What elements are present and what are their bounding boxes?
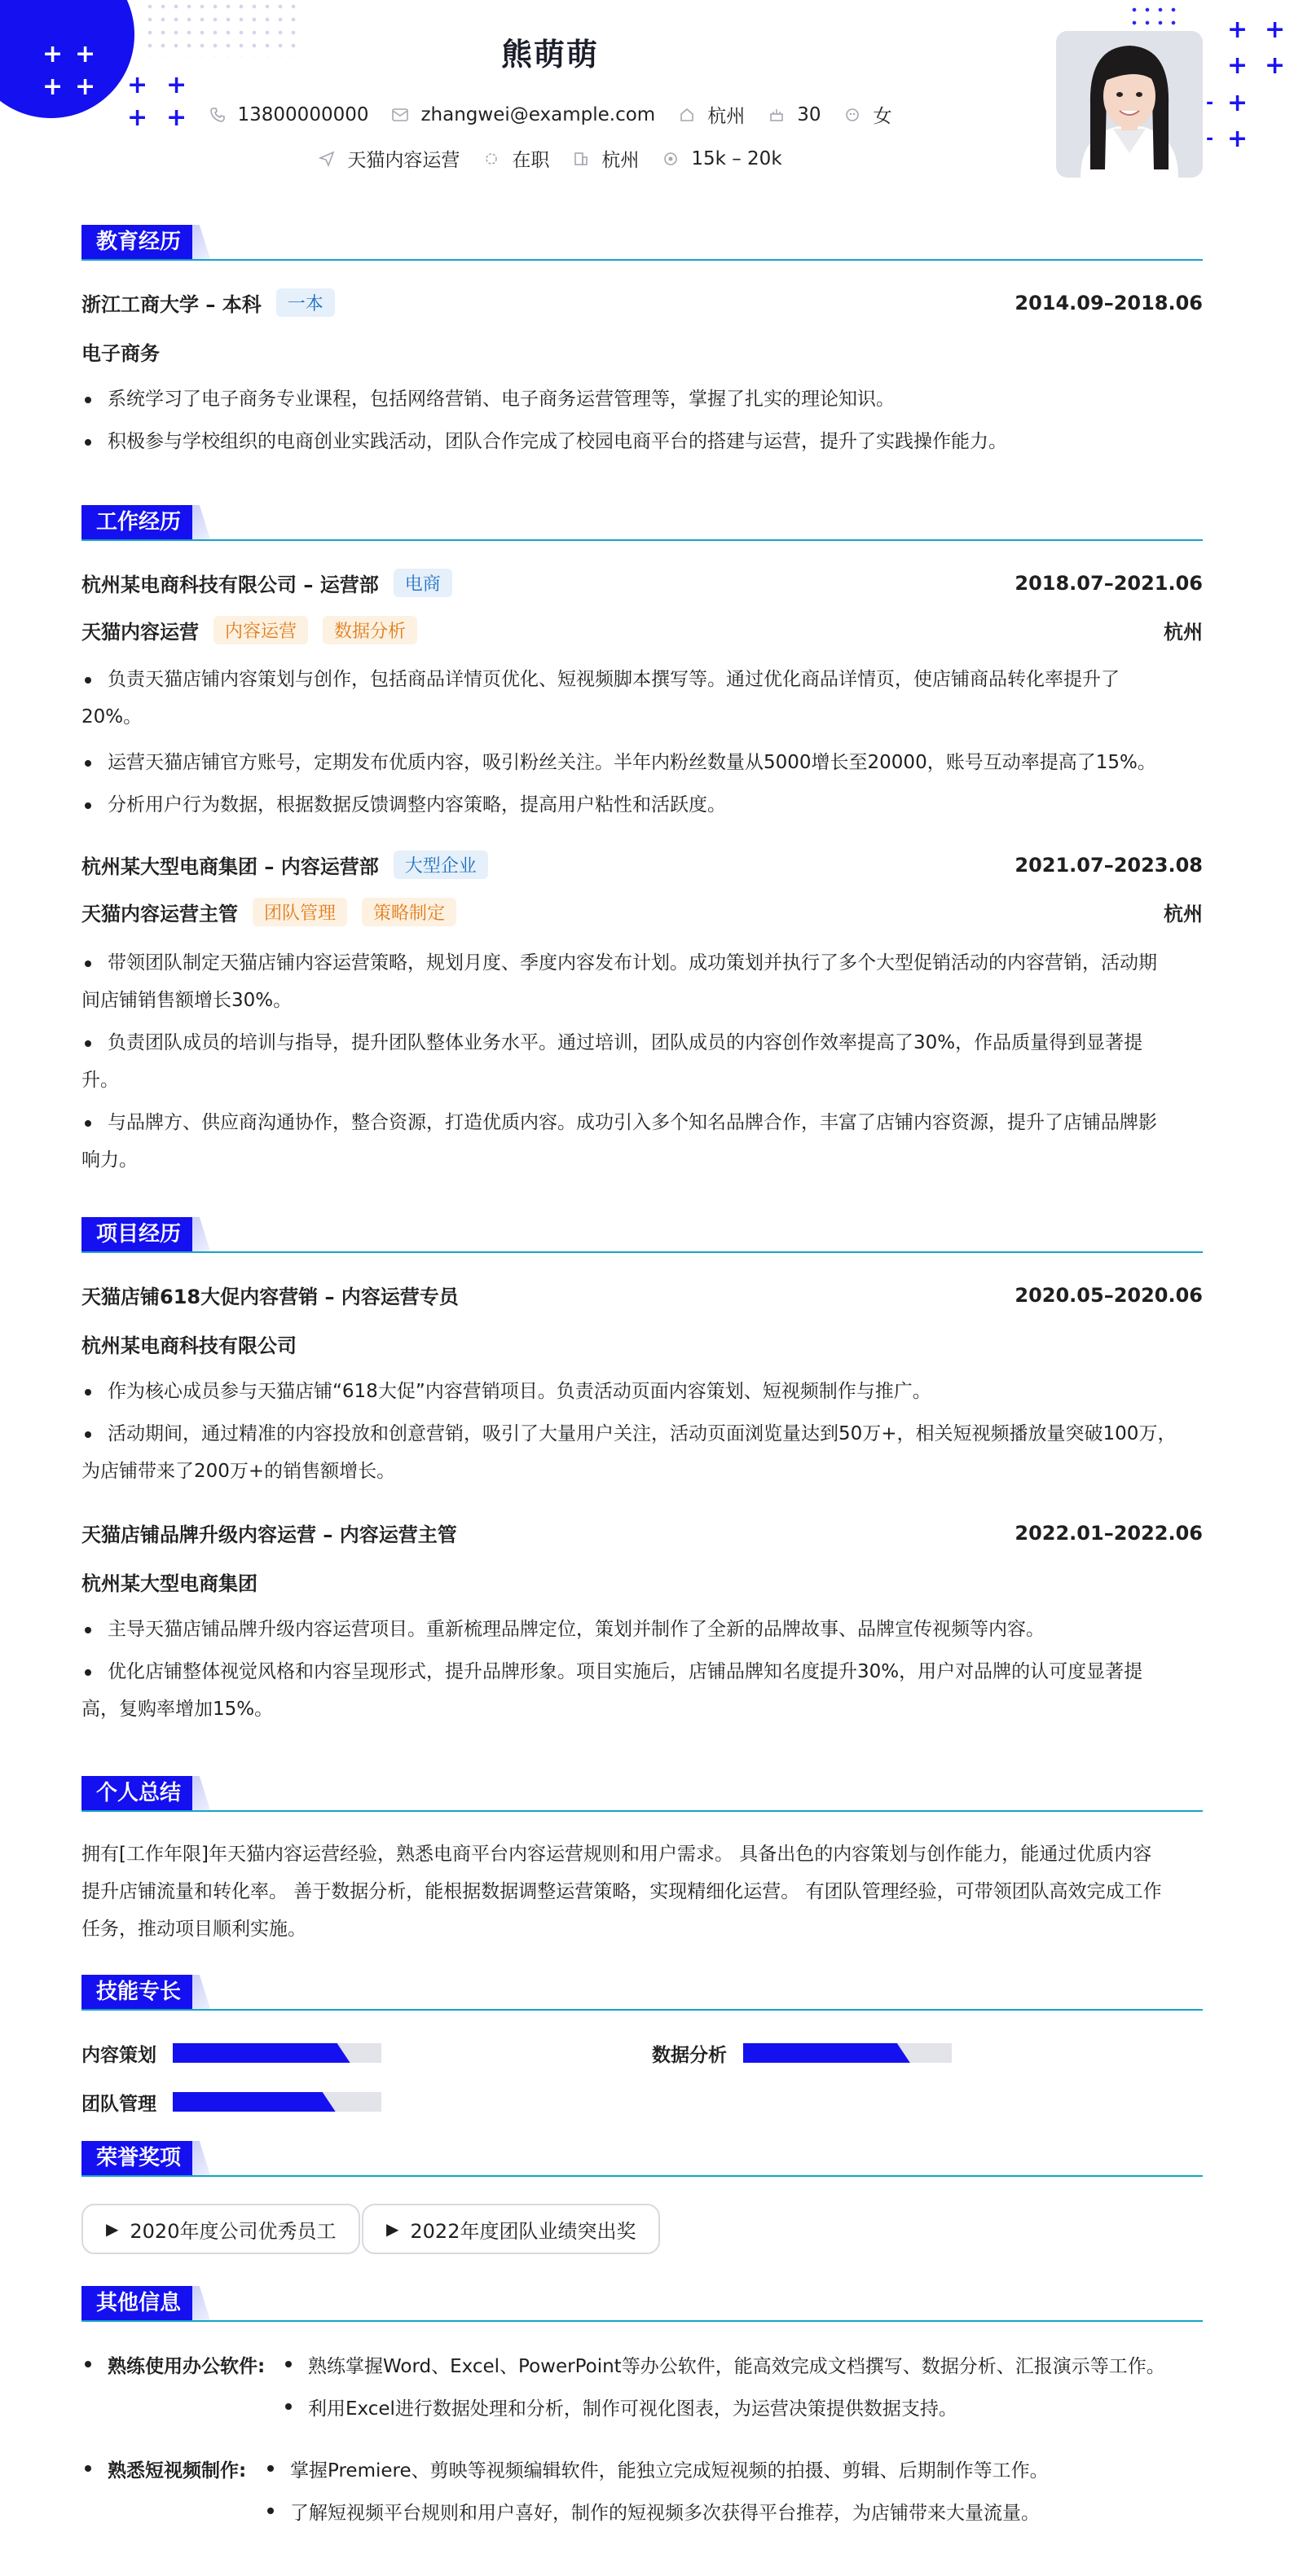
work-skill-tag: 内容运营: [213, 616, 308, 644]
status-text: 在职: [512, 150, 550, 171]
award-chip: [81, 2204, 360, 2254]
list-item: 分析用户行为数据，根据数据反馈调整内容策略，提高用户粘性和活跃度。: [81, 787, 1203, 824]
section-title-tail: [192, 2286, 210, 2320]
plus-icon: +: [42, 40, 64, 68]
work-date: 2018.07–2021.06: [1015, 571, 1203, 595]
list-item-continued: 间店铺销售额增长30%。: [81, 990, 293, 1011]
cake-icon: [768, 106, 786, 124]
target-city-text: 杭州: [601, 150, 640, 171]
phone-icon: [209, 106, 227, 124]
plus-icon: +: [1227, 51, 1248, 80]
dash-icon: -: [1206, 129, 1214, 149]
plus-icon: +: [166, 103, 187, 132]
skill-label: 团队管理: [81, 2094, 156, 2115]
work-skill-tag: 策略制定: [362, 898, 456, 926]
section-title-tail: [192, 2141, 210, 2175]
list-item: 活动期间，通过精准的内容投放和创意营销，吸引了大量用户关注，活动页面浏览量达到50万+，相关短视频播放量突破100万，: [81, 1416, 1203, 1453]
skill-bar: [173, 2043, 381, 2063]
summary-line: 任务，推动项目顺利实施。: [81, 1919, 306, 1940]
other-item: 了解短视频平台规则和用户喜好，制作的短视频多次获得平台推荐，为店铺带来大量流量。: [266, 2498, 1040, 2525]
list-item-continued: 为店铺带来了200万+的销售额增长。: [81, 1461, 396, 1482]
work-title: 天猫内容运营: [81, 621, 199, 644]
section-summary-header: [81, 1776, 1203, 1812]
list-item: 带领团队制定天猫店铺内容运营策略，规划月度、季度内容发布计划。成功策划并执行了多个大型促销活动的内容营销，活动期: [81, 945, 1203, 982]
resume-name: 熊萌萌: [500, 37, 599, 73]
section-title: 荣誉奖项: [81, 2141, 196, 2175]
section-work-header: [81, 505, 1203, 541]
section-other-header: [81, 2286, 1203, 2322]
section-divider: [81, 2009, 1203, 2011]
education-tag: 一本: [276, 288, 335, 317]
award-text: 2020年度公司优秀员工: [130, 2219, 337, 2243]
project-name: 天猫店铺618大促内容营销 – 内容运营专员: [81, 1286, 459, 1308]
skill-bar: [743, 2043, 952, 2063]
send-icon: [318, 150, 336, 168]
list-item-continued: 高，复购率增加15%。: [81, 1699, 274, 1720]
plus-icon: +: [166, 71, 187, 99]
work-company-tag: 大型企业: [394, 851, 488, 879]
list-item: 主导天猫店铺品牌升级内容运营项目。重新梳理品牌定位，策划并制作了全新的品牌故事、品牌宣传视频等内容。: [81, 1611, 1203, 1648]
work-skill-tag: 数据分析: [323, 616, 417, 644]
section-awards-header: [81, 2141, 1203, 2177]
plus-icon: +: [42, 73, 64, 101]
section-title-tail: [192, 505, 210, 539]
home-icon: [678, 106, 696, 124]
list-item: 负责团队成员的培训与指导，提升团队整体业务水平。通过培训，团队成员的内容创作效率提高了30%，作品质量得到显著提: [81, 1025, 1203, 1062]
work-title: 天猫内容运营主管: [81, 903, 238, 925]
section-title: 项目经历: [81, 1217, 196, 1251]
other-item: 利用Excel进行数据处理和分析，制作可视化图表，为运营决策提供数据支持。: [284, 2394, 957, 2420]
status-icon: [482, 150, 500, 168]
avatar-photo: [1056, 31, 1203, 178]
target-city-item: [572, 145, 639, 172]
section-title: 教育经历: [81, 225, 196, 259]
dash-icon: -: [1206, 93, 1214, 113]
email-text: zhangwei@example.com: [420, 103, 656, 125]
section-title-tail: [192, 1217, 210, 1251]
job-intent-row: [0, 145, 1100, 172]
list-item: 与品牌方、供应商沟通协作，整合资源，打造优质内容。成功引入多个知名品牌合作，丰富了店铺内容资源，提升了店铺品牌影: [81, 1105, 1203, 1141]
award-chip: [362, 2204, 660, 2254]
gender-text: 女: [873, 106, 892, 127]
other-item: 熟练掌握Word、Excel、PowerPoint等办公软件，能高效完成文档撰写、数据分析、汇报演示等工作。: [284, 2351, 1165, 2378]
list-item: 负责天猫店铺内容策划与创作，包括商品详情页优化、短视频脚本撰写等。通过优化商品详情页，使店铺商品转化率提升了: [81, 662, 1203, 698]
list-item: 作为核心成员参与天猫店铺“618大促”内容营销项目。负责活动页面内容策划、短视频制作与推广。: [81, 1374, 1203, 1410]
project-row: [81, 1281, 1203, 1309]
skill-bar-fill: [173, 2043, 350, 2063]
work-skill-tag: 团队管理: [253, 898, 347, 926]
section-title-tail: [192, 1776, 210, 1810]
section-skills-header: [81, 1975, 1203, 2011]
section-title-tail: [192, 1975, 210, 2009]
list-item: 系统学习了电子商务专业课程，包括网络营销、电子商务运营管理等，掌握了扎实的理论知识。: [81, 381, 1203, 418]
education-major-row: [81, 337, 1203, 366]
section-divider: [81, 2175, 1203, 2177]
age-item: [768, 104, 821, 125]
work-company: 杭州某电商科技有限公司 – 运营部: [81, 574, 379, 596]
education-row: [81, 288, 1203, 317]
work-company-row: [81, 569, 1203, 597]
summary-line: 拥有[工作年限]年天猫内容运营经验，熟悉电商平台内容运营规则和用户需求。 具备出色的内容策划与创作能力，能通过优质内容: [81, 1844, 1152, 1865]
project-row: [81, 1519, 1203, 1547]
gender-item: [843, 101, 891, 128]
skill-bar-fill: [743, 2043, 910, 2063]
section-divider: [81, 1251, 1203, 1253]
mail-icon: [391, 106, 409, 124]
project-name: 天猫店铺品牌升级内容运营 – 内容运营主管: [81, 1523, 457, 1546]
other-label: 熟练使用办公软件:: [81, 2351, 265, 2378]
gender-icon: [843, 106, 861, 124]
plus-icon: +: [1265, 15, 1286, 44]
list-item-continued: 20%。: [81, 706, 143, 728]
plus-icon: +: [1227, 15, 1248, 44]
skill-bar-fill: [173, 2092, 336, 2112]
work-date: 2021.07–2023.08: [1015, 853, 1203, 877]
project-company: 杭州某大型电商集团: [81, 1572, 257, 1595]
award-text: 2022年度团队业绩突出奖: [410, 2219, 636, 2243]
section-title: 工作经历: [81, 505, 196, 539]
target-job-text: 天猫内容运营: [347, 150, 460, 171]
section-divider: [81, 539, 1203, 541]
city-text: 杭州: [707, 106, 746, 127]
phone-text: 13800000000: [237, 103, 369, 125]
education-major: 电子商务: [81, 342, 160, 365]
money-icon: [662, 150, 680, 168]
list-item: 优化店铺整体视觉风格和内容呈现形式，提升品牌形象。项目实施后，店铺品牌知名度提升30%，用户对品牌的认可度显著提: [81, 1654, 1203, 1690]
salary-text: 15k – 20k: [691, 147, 782, 169]
salary-item: [662, 148, 781, 169]
section-divider: [81, 259, 1203, 261]
plus-icon: +: [1227, 125, 1248, 153]
work-company: 杭州某大型电商集团 – 内容运营部: [81, 855, 379, 878]
plus-icon: +: [75, 40, 96, 68]
work-title-row: [81, 898, 1203, 926]
contact-row: [0, 101, 1100, 132]
age-text: 30: [797, 103, 821, 125]
skill-label: 数据分析: [652, 2045, 727, 2066]
work-company-row: [81, 851, 1203, 879]
section-title: 技能专长: [81, 1975, 196, 2009]
work-location: 杭州: [1164, 903, 1203, 925]
section-divider: [81, 2320, 1203, 2322]
building-icon: [572, 150, 590, 168]
plus-icon: +: [1265, 51, 1286, 80]
play-triangle-icon: ▶: [106, 2219, 119, 2239]
education-date: 2014.09–2018.06: [1015, 291, 1203, 314]
status-item: [482, 145, 549, 172]
section-title-tail: [192, 225, 210, 259]
list-item: 运营天猫店铺官方账号，定期发布优质内容，吸引粉丝关注。半年内粉丝数量从5000增长至20000，账号互动率提高了15%。: [81, 745, 1203, 781]
plus-icon: +: [75, 73, 96, 101]
section-title: 个人总结: [81, 1776, 196, 1810]
list-item: 积极参与学校组织的电商创业实践活动，团队合作完成了校园电商平台的搭建与运营，提升了实践操作能力。: [81, 424, 1203, 460]
plus-icon: +: [127, 103, 148, 132]
email-item: [391, 104, 655, 125]
project-date: 2020.05–2020.06: [1015, 1283, 1203, 1307]
list-item-continued: 升。: [81, 1070, 119, 1091]
education-school: 浙江工商大学 – 本科: [81, 293, 262, 316]
section-divider: [81, 1810, 1203, 1812]
phone-item: [209, 104, 369, 125]
project-company: 杭州某电商科技有限公司: [81, 1334, 297, 1357]
plus-icon: +: [1227, 89, 1248, 117]
list-item-continued: 响力。: [81, 1150, 138, 1171]
skill-bar: [173, 2092, 381, 2112]
city-item: [678, 101, 745, 128]
target-job-item: [318, 145, 460, 172]
skill-label: 内容策划: [81, 2045, 156, 2066]
section-project-header: [81, 1217, 1203, 1253]
section-education-header: [81, 225, 1203, 261]
project-date: 2022.01–2022.06: [1015, 1521, 1203, 1545]
project-company-row: [81, 1330, 1203, 1358]
section-title: 其他信息: [81, 2286, 196, 2320]
plus-icon: +: [127, 71, 148, 99]
work-title-row: [81, 616, 1203, 644]
work-company-tag: 电商: [394, 569, 452, 597]
other-item: 掌握Premiere、剪映等视频编辑软件，能独立完成短视频的拍摄、剪辑、后期制作等工作。: [266, 2455, 1049, 2482]
other-label: 熟悉短视频制作:: [81, 2455, 246, 2482]
summary-line: 提升店铺流量和转化率。 善于数据分析，能根据数据调整运营策略，实现精细化运营。 有团队管理经验，可带领团队高效完成工作: [81, 1881, 1162, 1902]
play-triangle-icon: ▶: [386, 2219, 399, 2239]
work-location: 杭州: [1164, 621, 1203, 644]
project-company-row: [81, 1567, 1203, 1596]
